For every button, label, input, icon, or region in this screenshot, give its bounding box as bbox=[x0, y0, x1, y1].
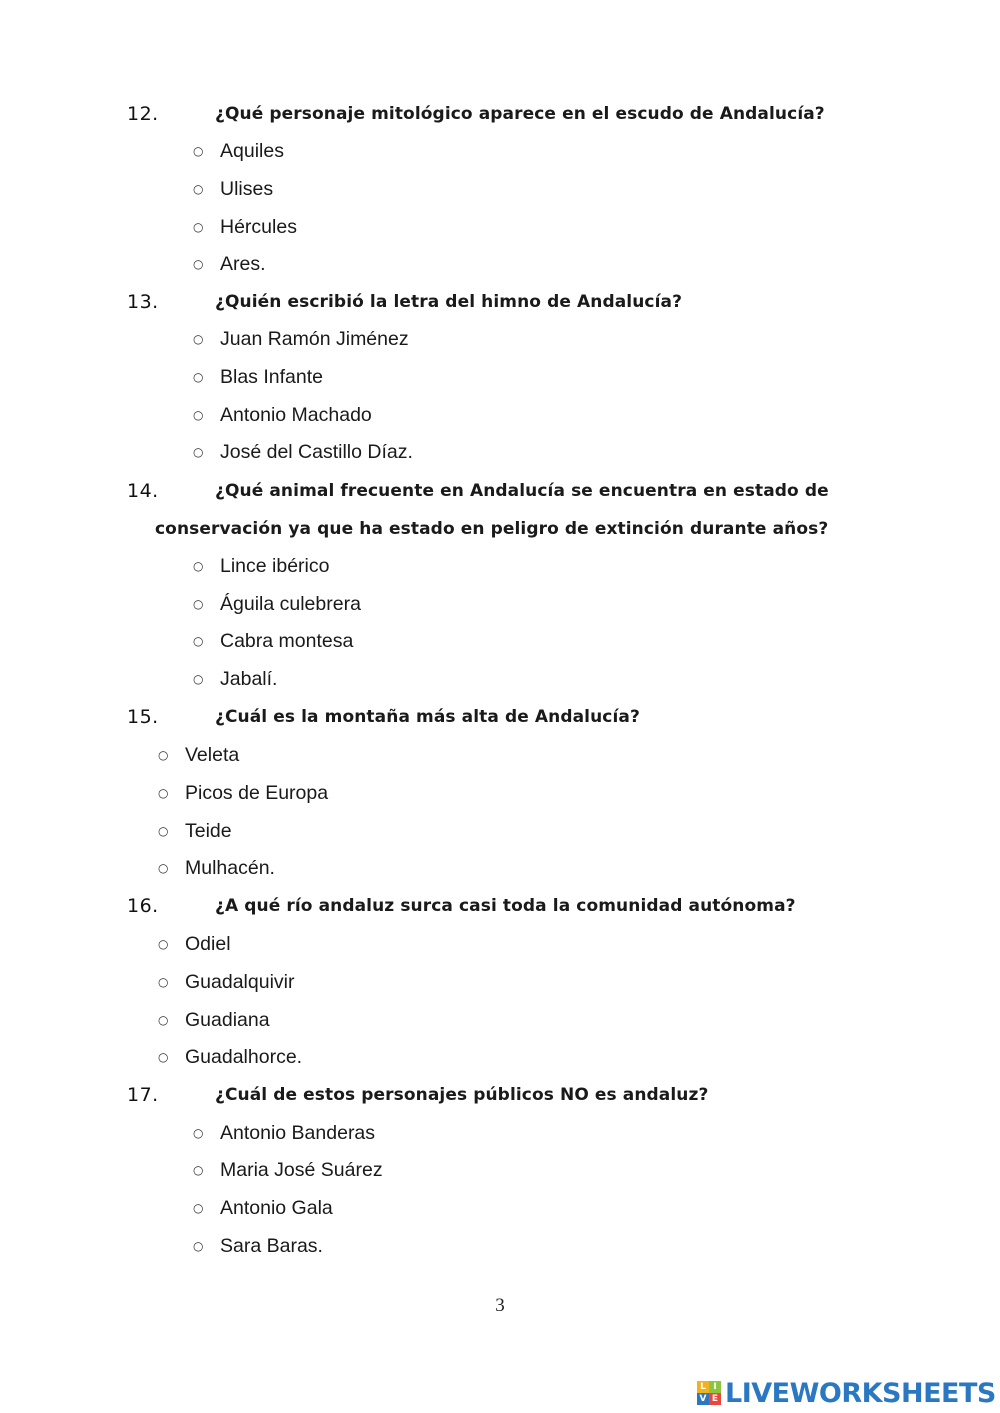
circle-bullet-icon: ○ bbox=[193, 408, 204, 422]
circle-bullet-icon: ○ bbox=[193, 445, 204, 459]
liveworksheets-logo[interactable] bbox=[697, 1378, 996, 1408]
answer-option-label: Guadalhorce. bbox=[185, 1046, 303, 1068]
logo-letter-v: V bbox=[697, 1393, 709, 1405]
circle-bullet-icon: ○ bbox=[158, 786, 169, 800]
question-text: ¿Quién escribió la letra del himno de Andalucía? bbox=[215, 292, 683, 312]
circle-bullet-icon: ○ bbox=[193, 1239, 204, 1253]
answer-option-label: Cabra montesa bbox=[220, 630, 354, 652]
circle-bullet-icon: ○ bbox=[158, 861, 169, 875]
circle-bullet-icon: ○ bbox=[193, 370, 204, 384]
question-number: 15. bbox=[127, 706, 159, 728]
answer-option-label: Jabalí. bbox=[220, 668, 278, 690]
question-text: ¿A qué río andaluz surca casi toda la comunidad autónoma? bbox=[215, 896, 796, 916]
liveworksheets-logo-icon bbox=[697, 1381, 721, 1405]
question-number: 13. bbox=[127, 291, 159, 313]
question-text-continuation: conservación ya que ha estado en peligro de extinción durante años? bbox=[155, 519, 829, 539]
circle-bullet-icon: ○ bbox=[193, 1126, 204, 1140]
answer-option-label: Maria José Suárez bbox=[220, 1159, 383, 1181]
question-number: 17. bbox=[127, 1084, 159, 1106]
circle-bullet-icon: ○ bbox=[193, 559, 204, 573]
answer-option-label: Mulhacén. bbox=[185, 857, 275, 879]
circle-bullet-icon: ○ bbox=[158, 1013, 169, 1027]
circle-bullet-icon: ○ bbox=[193, 634, 204, 648]
brand-name: LIVEWORKSHEETS bbox=[725, 1377, 996, 1409]
answer-option-label: Juan Ramón Jiménez bbox=[220, 328, 409, 350]
answer-option-label: Ulises bbox=[220, 178, 274, 200]
circle-bullet-icon: ○ bbox=[158, 1050, 169, 1064]
answer-option-label: Antonio Gala bbox=[220, 1197, 333, 1219]
answer-option-label: Sara Baras. bbox=[220, 1235, 323, 1257]
logo-letter-i: I bbox=[709, 1381, 721, 1393]
page-number: 3 bbox=[495, 1295, 505, 1316]
circle-bullet-icon: ○ bbox=[193, 1201, 204, 1215]
circle-bullet-icon: ○ bbox=[158, 937, 169, 951]
question-number: 12. bbox=[127, 103, 159, 125]
answer-option-label: Guadalquivir bbox=[185, 971, 295, 993]
circle-bullet-icon: ○ bbox=[193, 332, 204, 346]
logo-letter-e: E bbox=[709, 1393, 721, 1405]
answer-option-label: Teide bbox=[185, 820, 232, 842]
question-text: ¿Cuál es la montaña más alta de Andalucía? bbox=[215, 707, 640, 727]
answer-option-label: Guadiana bbox=[185, 1009, 270, 1031]
answer-option-label: Blas Infante bbox=[220, 366, 323, 388]
answer-option-label: Antonio Machado bbox=[220, 404, 372, 426]
answer-option-label: Antonio Banderas bbox=[220, 1122, 376, 1144]
logo-letter-l: L bbox=[697, 1381, 709, 1393]
circle-bullet-icon: ○ bbox=[193, 144, 204, 158]
answer-option-label: Ares. bbox=[220, 253, 266, 275]
answer-option-label: Veleta bbox=[185, 744, 240, 766]
circle-bullet-icon: ○ bbox=[193, 597, 204, 611]
question-number: 16. bbox=[127, 895, 159, 917]
answer-option-label: Hércules bbox=[220, 216, 297, 238]
circle-bullet-icon: ○ bbox=[193, 1163, 204, 1177]
circle-bullet-icon: ○ bbox=[193, 182, 204, 196]
answer-option-label: Picos de Europa bbox=[185, 782, 329, 804]
question-text: ¿Qué animal frecuente en Andalucía se encuentra en estado de bbox=[215, 481, 829, 501]
answer-option-label: Aquiles bbox=[220, 140, 284, 162]
answer-option-label: José del Castillo Díaz. bbox=[220, 441, 413, 463]
answer-option-label: Odiel bbox=[185, 933, 231, 955]
question-text: ¿Qué personaje mitológico aparece en el escudo de Andalucía? bbox=[215, 104, 825, 124]
answer-option-label: Águila culebrera bbox=[220, 593, 361, 615]
circle-bullet-icon: ○ bbox=[193, 257, 204, 271]
circle-bullet-icon: ○ bbox=[193, 220, 204, 234]
answer-option-label: Lince ibérico bbox=[220, 555, 330, 577]
circle-bullet-icon: ○ bbox=[193, 672, 204, 686]
question-number: 14. bbox=[127, 480, 159, 502]
circle-bullet-icon: ○ bbox=[158, 975, 169, 989]
circle-bullet-icon: ○ bbox=[158, 824, 169, 838]
circle-bullet-icon: ○ bbox=[158, 748, 169, 762]
question-text: ¿Cuál de estos personajes públicos NO es andaluz? bbox=[215, 1085, 709, 1105]
